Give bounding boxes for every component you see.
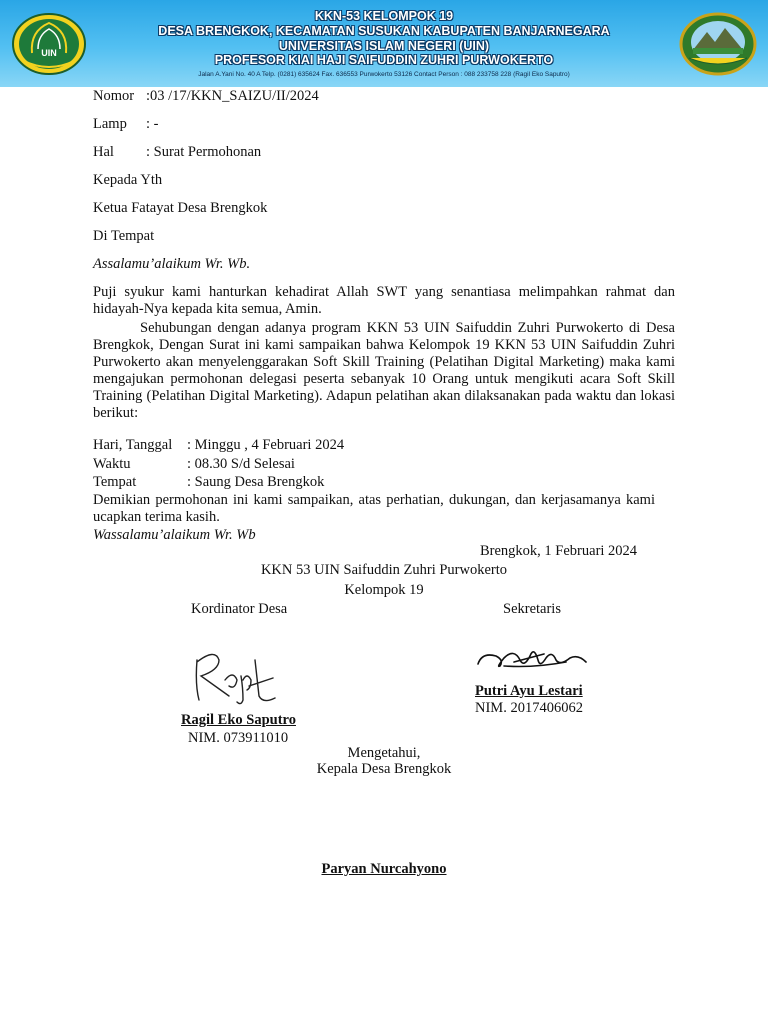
left-signature-icon <box>185 640 295 708</box>
date-value: : Minggu , 4 Februari 2024 <box>187 437 345 453</box>
right-signer-role: Sekretaris <box>503 601 561 617</box>
closing-paragraph: Demikian permohonan ini kami sampaikan, atas perhatian, dukungan, dan kerjasamanya kami ucapkan terima kasih. <box>93 492 655 525</box>
nomor-label: Nomor <box>93 88 135 104</box>
farewell: Wassalamu’alaikum Wr. Wb <box>93 527 256 543</box>
hal-value: : Surat Permohonan <box>146 144 262 160</box>
paragraph-opening: Puji syukur kami hanturkan kehadirat Allah SWT yang senantiasa melimpahkan rahmat dan hidayah-Nya kepada kita semua, Amin. <box>93 284 675 317</box>
header-title: KKN-53 KELOMPOK 19 <box>314 9 454 23</box>
letterhead <box>0 0 768 87</box>
addressee-heading: Kepada Yth <box>93 172 163 188</box>
village-head-name: Paryan Nurcahyono <box>321 861 447 877</box>
organization: KKN 53 UIN Saifuddin Zuhri Purwokerto <box>260 562 508 578</box>
left-signer-role: Kordinator Desa <box>191 601 288 617</box>
banjarnegara-emblem-icon <box>679 12 757 76</box>
right-signer-nim: NIM. 2017406062 <box>475 700 583 716</box>
time-value: : 08.30 S/d Selesai <box>187 456 295 472</box>
village-head-role: Kepala Desa Brengkok <box>316 761 452 777</box>
venue-label: Tempat <box>93 474 137 490</box>
time-label: Waktu <box>93 456 131 472</box>
greeting: Assalamu’alaikum Wr. Wb. <box>93 256 251 272</box>
header-location: DESA BRENGKOK, KECAMATAN SUSUKAN KABUPATEN BANJARNEGARA <box>158 24 610 38</box>
hal-label: Hal <box>93 144 114 160</box>
paragraph-main: Sehubungan dengan adanya program KKN 53 UIN Saifuddin Zuhri Purwokerto di Desa Brengkok, Dengan Surat ini kami sampaikan bahwa Kelompok 19 KKN 53 UIN Saifuddin Zuhri Purwokerto akan menyelenggarakan Soft Skill Training (Pelatihan Digital Marketing) maka kami mengajukan permohonan delegasi peserta sebanyak 10 Orang untuk mengikuti acara Soft Skill Training (Pelatihan Digital Marketing). Adapun pelatihan akan dilaksanakan pada waktu dan lokasi berikut: <box>93 320 675 421</box>
left-signer-name: Ragil Eko Saputro <box>181 712 296 728</box>
header-university-full: PROFESOR KIAI HAJI SAIFUDDIN ZUHRI PURWOKERTO <box>214 53 554 67</box>
place: Di Tempat <box>93 228 155 244</box>
right-signature-icon <box>474 638 592 678</box>
venue-value: : Saung Desa Brengkok <box>187 474 325 490</box>
nomor-value: :03 /17/KKN_SAIZU/II/2024 <box>146 88 319 104</box>
header-university: UNIVERSITAS ISLAM NEGERI (UIN) <box>278 39 490 53</box>
header-address: Jalan A.Yani No. 40 A Telp. (0281) 635624 Fax. 636553 Purwokerto 53126 Contact Person : 088 233758 228 (Ragil Eko Saputro) <box>198 71 570 78</box>
letter-date: Brengkok, 1 Februari 2024 <box>480 543 638 559</box>
date-label: Hari, Tanggal <box>93 437 173 453</box>
right-signer-name: Putri Ayu Lestari <box>475 683 583 699</box>
lamp-value: : - <box>146 116 159 132</box>
lamp-label: Lamp <box>93 116 127 132</box>
acknowledge-label: Mengetahui, <box>347 745 421 761</box>
svg-text:UIN: UIN <box>41 48 57 58</box>
left-signer-nim: NIM. 073911010 <box>188 730 289 746</box>
recipient: Ketua Fatayat Desa Brengkok <box>93 200 268 216</box>
group: Kelompok 19 <box>344 582 424 598</box>
